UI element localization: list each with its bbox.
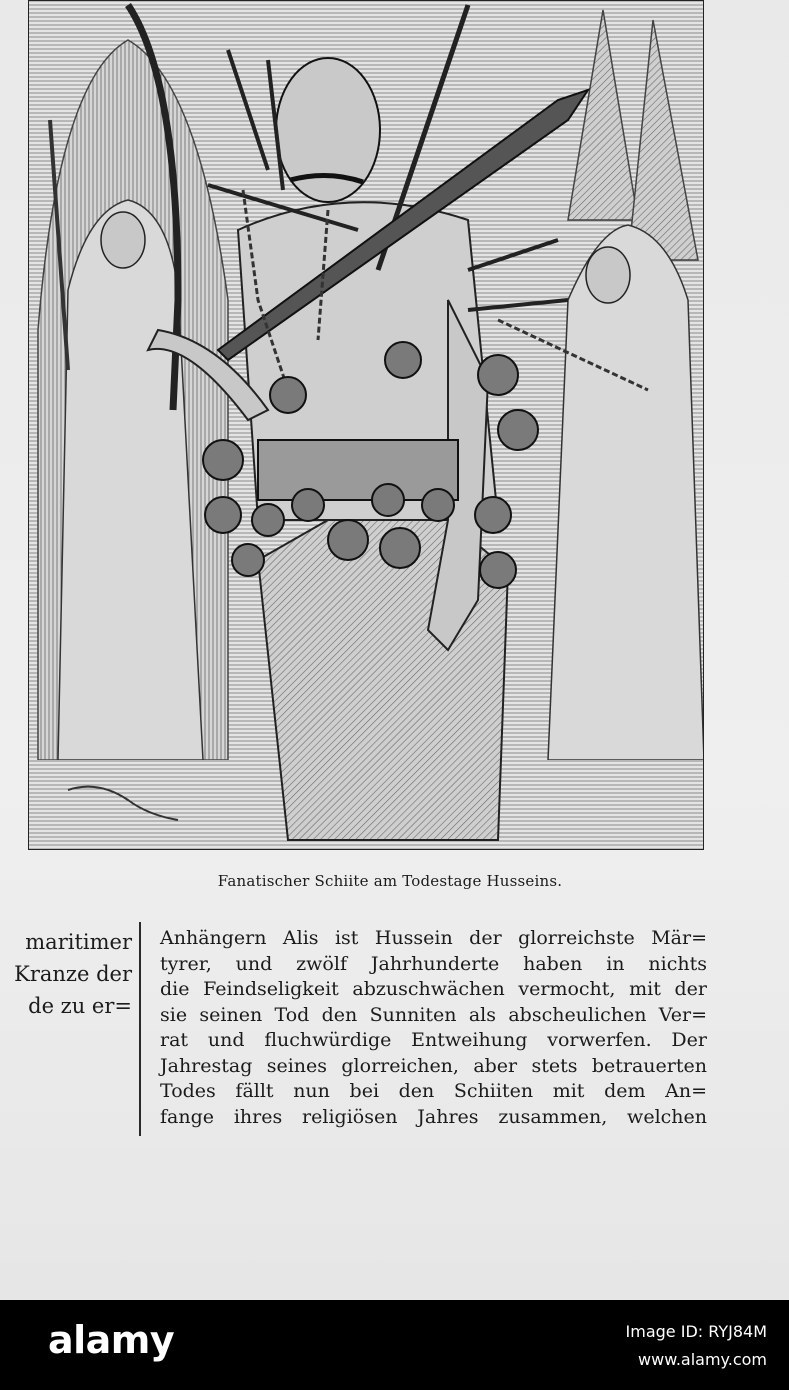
left-line: maritimer bbox=[25, 930, 132, 954]
left-line: de zu er= bbox=[28, 994, 132, 1018]
text-line: tyrer, und zwölf Jahrhunderte haben in nichts bbox=[160, 952, 707, 975]
text-line: Anhängern Alis ist Hussein der glorreichste Mär= bbox=[160, 927, 707, 949]
image-id-label: Image ID: RYJ84M bbox=[625, 1322, 767, 1341]
figure-caption: Fanatischer Schiite am Todestage Husseins. bbox=[217, 872, 563, 890]
engraving-figure-icon bbox=[28, 0, 704, 850]
brand-logo: alamy bbox=[48, 1318, 175, 1362]
text-line: Todes fällt nun bei den Schiiten mit dem An= bbox=[160, 1080, 707, 1102]
left-line: Kranze der bbox=[14, 962, 132, 986]
text-line: die Feindseligkeit abzuschwächen vermocht, mit der bbox=[160, 978, 707, 1000]
column-divider bbox=[139, 922, 141, 1136]
site-url: www.alamy.com bbox=[638, 1350, 767, 1369]
right-text-column bbox=[160, 926, 707, 1130]
text-line: Jahrestag seines glorreichen, aber stets betrauerten bbox=[160, 1054, 707, 1077]
engraving-illustration bbox=[28, 0, 704, 850]
watermark-footer bbox=[0, 1300, 789, 1390]
text-line: fange ihres religiösen Jahres zusammen, welchen bbox=[160, 1105, 707, 1128]
left-text-column bbox=[0, 926, 132, 1022]
text-line: rat und fluchwürdige Entweihung vorwerfen. Der bbox=[160, 1029, 707, 1051]
text-line: sie seinen Tod den Sunniten als abscheulichen Ver= bbox=[160, 1003, 707, 1026]
